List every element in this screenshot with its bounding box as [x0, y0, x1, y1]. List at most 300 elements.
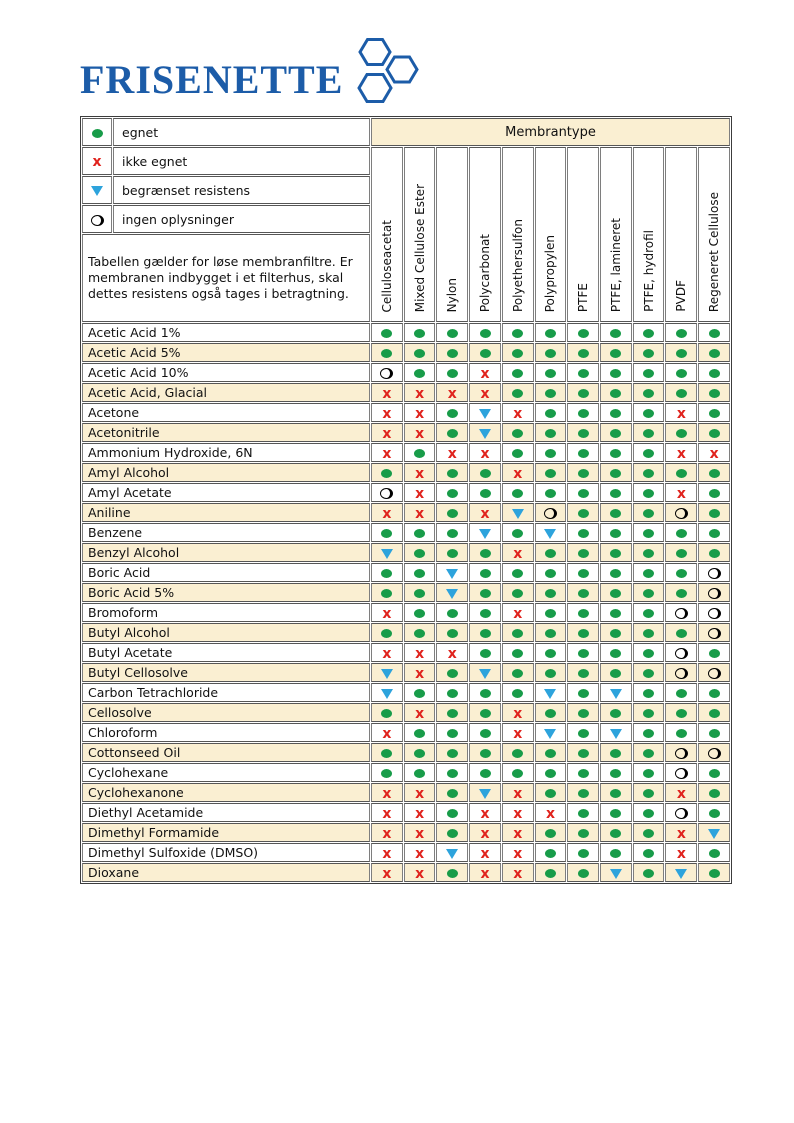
symbol-egnet-dot — [480, 709, 491, 718]
compatibility-cell — [600, 363, 632, 382]
compatibility-cell — [404, 483, 436, 502]
symbol-egnet-dot — [578, 369, 589, 378]
symbol-ikke-egnet-x: x — [513, 845, 523, 862]
column-header-polyethersulfon — [502, 147, 534, 322]
symbol-egnet-dot — [578, 589, 589, 598]
compatibility-cell — [567, 423, 599, 442]
compatibility-cell — [633, 623, 665, 642]
symbol-egnet-dot — [610, 829, 621, 838]
symbol-egnet-dot — [480, 469, 491, 478]
compatibility-cell — [502, 543, 534, 562]
compatibility-cell — [567, 663, 599, 682]
compatibility-cell — [665, 483, 697, 502]
compatibility-cell — [502, 503, 534, 522]
compatibility-cell — [436, 483, 468, 502]
column-header-label: Polycarbonat — [478, 233, 493, 312]
legend-label: ingen oplysninger — [113, 205, 370, 233]
symbol-egnet-dot — [643, 649, 654, 658]
compatibility-cell — [469, 503, 501, 522]
symbol-egnet-dot — [480, 489, 491, 498]
symbol-egnet-dot — [709, 549, 720, 558]
compatibility-cell — [600, 543, 632, 562]
compatibility-cell — [371, 723, 403, 742]
symbol-egnet-dot — [643, 389, 654, 398]
column-header-polycarbonat — [469, 147, 501, 322]
symbol-ikke-egnet-x: x — [415, 845, 425, 862]
symbol-egnet-dot — [709, 869, 720, 878]
compatibility-cell — [698, 743, 730, 762]
compatibility-cell — [535, 803, 567, 822]
compatibility-cell — [535, 323, 567, 342]
compatibility-cell — [371, 743, 403, 762]
legend-label: begrænset resistens — [113, 176, 370, 204]
compatibility-cell — [436, 723, 468, 742]
compatibility-cell — [698, 683, 730, 702]
chemical-name-cell: Acetone — [82, 403, 370, 422]
symbol-egnet-dot — [709, 389, 720, 398]
compatibility-cell — [633, 783, 665, 802]
compatibility-cell — [436, 403, 468, 422]
table-row — [82, 643, 730, 662]
compatibility-cell — [371, 803, 403, 822]
compatibility-cell — [502, 663, 534, 682]
compatibility-cell — [567, 703, 599, 722]
symbol-ikke-egnet-x: x — [676, 785, 686, 802]
symbol-egnet-dot — [480, 349, 491, 358]
compatibility-cell — [567, 443, 599, 462]
compatibility-cell — [502, 643, 534, 662]
symbol-egnet-dot — [676, 529, 687, 538]
chemical-name-cell: Butyl Cellosolve — [82, 663, 370, 682]
compatibility-cell — [404, 703, 436, 722]
compatibility-cell — [371, 483, 403, 502]
compatibility-cell — [469, 543, 501, 562]
column-header-ptfe — [567, 147, 599, 322]
compatibility-cell — [535, 783, 567, 802]
symbol-egnet-dot — [414, 369, 425, 378]
compatibility-cell — [665, 363, 697, 382]
compatibility-cell — [567, 603, 599, 622]
table-row — [82, 763, 730, 782]
compatibility-cell — [469, 643, 501, 662]
compatibility-cell — [600, 743, 632, 762]
column-header-label: PTFE, hydrofil — [641, 230, 656, 312]
compatibility-cell — [665, 543, 697, 562]
compatibility-cell — [665, 663, 697, 682]
compatibility-cell — [371, 343, 403, 362]
symbol-ingen-oplysninger-circle-icon — [675, 768, 688, 779]
compatibility-cell — [665, 623, 697, 642]
compatibility-cell — [535, 383, 567, 402]
symbol-ikke-egnet-x: x — [382, 505, 392, 522]
symbol-ikke-egnet-x: x — [382, 725, 392, 742]
column-header-label: Nylon — [445, 277, 460, 312]
compatibility-cell — [535, 583, 567, 602]
column-header-ptfe-lamineret — [600, 147, 632, 322]
compatibility-cell — [404, 343, 436, 362]
compatibility-cell — [633, 743, 665, 762]
compatibility-cell — [371, 863, 403, 882]
symbol-egnet-dot — [512, 629, 523, 638]
legend-label: egnet — [113, 118, 370, 146]
symbol-egnet-dot — [578, 469, 589, 478]
compatibility-cell — [633, 463, 665, 482]
symbol-egnet-dot — [545, 829, 556, 838]
compatibility-cell — [698, 403, 730, 422]
compatibility-cell — [698, 343, 730, 362]
table-row — [82, 783, 730, 802]
symbol-egnet-dot — [709, 849, 720, 858]
compatibility-cell — [633, 663, 665, 682]
symbol-begraenset-resistens-triangle-icon — [479, 669, 491, 679]
symbol-egnet-dot — [643, 549, 654, 558]
symbol-egnet-dot — [414, 329, 425, 338]
compatibility-cell — [535, 483, 567, 502]
symbol-ikke-egnet-x: x — [676, 485, 686, 502]
table-row — [82, 483, 730, 502]
compatibility-cell — [502, 743, 534, 762]
compatibility-cell — [665, 843, 697, 862]
compatibility-cell — [404, 583, 436, 602]
compatibility-cell — [665, 563, 697, 582]
symbol-egnet-dot — [578, 329, 589, 338]
symbol-egnet-dot — [643, 689, 654, 698]
table-row — [82, 323, 730, 342]
column-header-mixed-cellulose-ester — [404, 147, 436, 322]
symbol-egnet-dot — [610, 649, 621, 658]
symbol-egnet-dot — [545, 869, 556, 878]
compatibility-cell — [469, 683, 501, 702]
compatibility-cell — [600, 683, 632, 702]
compatibility-cell — [469, 403, 501, 422]
compatibility-cell — [404, 363, 436, 382]
symbol-egnet-dot — [676, 589, 687, 598]
compatibility-cell — [698, 863, 730, 882]
compatibility-cell — [665, 783, 697, 802]
compatibility-cell — [404, 423, 436, 442]
chemical-name-cell: Acetic Acid, Glacial — [82, 383, 370, 402]
compatibility-cell — [567, 743, 599, 762]
compatibility-cell — [502, 803, 534, 822]
compatibility-cell — [665, 683, 697, 702]
compatibility-cell — [633, 583, 665, 602]
symbol-egnet-dot — [578, 689, 589, 698]
compatibility-cell — [404, 823, 436, 842]
compatibility-cell — [633, 703, 665, 722]
compatibility-cell — [600, 763, 632, 782]
compatibility-cell — [371, 423, 403, 442]
compatibility-cell — [535, 523, 567, 542]
compatibility-cell — [600, 803, 632, 822]
symbol-egnet-dot — [414, 549, 425, 558]
compatibility-cell — [371, 843, 403, 862]
symbol-egnet-dot — [512, 529, 523, 538]
compatibility-cell — [698, 543, 730, 562]
compatibility-table-wrap — [80, 116, 732, 884]
symbol-egnet-dot — [610, 629, 621, 638]
symbol-egnet-dot — [610, 569, 621, 578]
column-header-ptfe-hydrofil — [633, 147, 665, 322]
compatibility-cell — [502, 783, 534, 802]
symbol-egnet-dot — [414, 589, 425, 598]
compatibility-cell — [633, 863, 665, 882]
symbol-ikke-egnet-x: x — [415, 805, 425, 822]
symbol-egnet-dot — [545, 389, 556, 398]
symbol-ikke-egnet-x: x — [382, 445, 392, 462]
chemical-name-cell: Chloroform — [82, 723, 370, 742]
chemical-name-cell: Cyclohexane — [82, 763, 370, 782]
compatibility-cell — [404, 383, 436, 402]
chemical-name-cell: Diethyl Acetamide — [82, 803, 370, 822]
column-header-celluloseacetat — [371, 147, 403, 322]
compatibility-cell — [665, 703, 697, 722]
symbol-egnet-dot — [709, 469, 720, 478]
symbol-egnet-dot — [447, 469, 458, 478]
compatibility-cell — [698, 423, 730, 442]
compatibility-cell — [436, 843, 468, 862]
symbol-egnet-dot — [578, 789, 589, 798]
compatibility-cell — [404, 443, 436, 462]
compatibility-cell — [535, 763, 567, 782]
symbol-ikke-egnet-x: x — [480, 365, 490, 382]
symbol-egnet-dot — [578, 709, 589, 718]
compatibility-cell — [502, 823, 534, 842]
chemical-name-cell: Amyl Acetate — [82, 483, 370, 502]
compatibility-cell — [502, 723, 534, 742]
compatibility-cell — [633, 823, 665, 842]
compatibility-cell — [436, 463, 468, 482]
compatibility-cell — [698, 503, 730, 522]
symbol-egnet-dot — [643, 569, 654, 578]
column-header-label: Polyethersulfon — [510, 219, 525, 312]
symbol-ingen-oplysninger-circle-icon — [675, 748, 688, 759]
compatibility-cell — [404, 623, 436, 642]
symbol-egnet-dot — [414, 729, 425, 738]
compatibility-cell — [371, 603, 403, 622]
symbol-egnet-dot — [414, 689, 425, 698]
symbol-ikke-egnet-x: x — [415, 645, 425, 662]
symbol-egnet-dot — [545, 489, 556, 498]
symbol-begraenset-resistens-triangle-icon — [708, 829, 720, 839]
symbol-begraenset-resistens-triangle-icon — [446, 569, 458, 579]
symbol-egnet-dot — [381, 329, 392, 338]
symbol-egnet-dot — [709, 529, 720, 538]
symbol-egnet-dot — [610, 449, 621, 458]
symbol-egnet-dot — [610, 389, 621, 398]
symbol-ikke-egnet-x: x — [447, 385, 457, 402]
compatibility-cell — [567, 363, 599, 382]
table-row — [82, 843, 730, 862]
compatibility-cell — [600, 823, 632, 842]
compatibility-cell — [436, 383, 468, 402]
symbol-ingen-oplysninger-circle-icon — [675, 648, 688, 659]
compatibility-cell — [567, 863, 599, 882]
compatibility-cell — [600, 523, 632, 542]
compatibility-cell — [371, 463, 403, 482]
symbol-egnet-dot — [480, 689, 491, 698]
compatibility-cell — [436, 703, 468, 722]
compatibility-cell — [502, 523, 534, 542]
symbol-egnet-dot — [381, 349, 392, 358]
symbol-egnet-dot — [545, 629, 556, 638]
compatibility-cell — [698, 763, 730, 782]
symbol-egnet-dot — [676, 549, 687, 558]
chemical-name-cell: Dimethyl Formamide — [82, 823, 370, 842]
symbol-begraenset-resistens-triangle-icon — [479, 409, 491, 419]
compatibility-cell — [535, 643, 567, 662]
symbol-egnet-dot — [709, 809, 720, 818]
symbol-egnet-dot — [610, 529, 621, 538]
symbol-ikke-egnet-x: x — [382, 785, 392, 802]
table-row — [82, 863, 730, 882]
symbol-egnet-dot — [578, 449, 589, 458]
chemical-name-cell: Carbon Tetrachloride — [82, 683, 370, 702]
compatibility-cell — [371, 623, 403, 642]
symbol-ikke-egnet-x: x — [513, 405, 523, 422]
compatibility-cell — [469, 483, 501, 502]
symbol-egnet-dot — [643, 769, 654, 778]
compatibility-cell — [436, 423, 468, 442]
compatibility-cell — [535, 403, 567, 422]
symbol-egnet-dot — [480, 649, 491, 658]
symbol-egnet-dot — [447, 669, 458, 678]
compatibility-cell — [469, 783, 501, 802]
symbol-ikke-egnet-x: x — [447, 445, 457, 462]
symbol-egnet-dot — [676, 389, 687, 398]
compatibility-cell — [436, 563, 468, 582]
compatibility-cell — [535, 703, 567, 722]
symbol-ikke-egnet-x: x — [513, 605, 523, 622]
table-row — [82, 823, 730, 842]
compatibility-cell — [665, 763, 697, 782]
symbol-egnet-dot — [447, 429, 458, 438]
symbol-egnet-dot — [610, 489, 621, 498]
compatibility-cell — [633, 443, 665, 462]
compatibility-cell — [404, 863, 436, 882]
symbol-egnet-dot — [381, 589, 392, 598]
compatibility-cell — [502, 683, 534, 702]
compatibility-cell — [633, 423, 665, 442]
compatibility-cell — [371, 543, 403, 562]
compatibility-cell — [567, 543, 599, 562]
legend-symbol-cell — [82, 147, 112, 175]
compatibility-cell — [535, 443, 567, 462]
compatibility-cell — [371, 323, 403, 342]
compatibility-cell — [567, 783, 599, 802]
compatibility-cell — [600, 783, 632, 802]
compatibility-cell — [436, 743, 468, 762]
membrantype-header: Membrantype — [371, 118, 730, 146]
compatibility-cell — [469, 343, 501, 362]
compatibility-cell — [436, 663, 468, 682]
compatibility-cell — [665, 723, 697, 742]
symbol-egnet-dot — [643, 369, 654, 378]
compatibility-cell — [698, 783, 730, 802]
compatibility-cell — [371, 823, 403, 842]
symbol-egnet-dot — [643, 509, 654, 518]
symbol-ikke-egnet-x: x — [382, 645, 392, 662]
compatibility-cell — [469, 743, 501, 762]
symbol-ikke-egnet-x: x — [415, 705, 425, 722]
symbol-egnet-dot — [578, 409, 589, 418]
compatibility-cell — [665, 463, 697, 482]
symbol-egnet-dot — [545, 409, 556, 418]
symbol-egnet-dot — [578, 629, 589, 638]
symbol-egnet-dot — [512, 689, 523, 698]
symbol-ikke-egnet-x: x — [676, 825, 686, 842]
compatibility-cell — [567, 503, 599, 522]
compatibility-cell — [371, 403, 403, 422]
compatibility-cell — [436, 823, 468, 842]
compatibility-cell — [698, 703, 730, 722]
table-row — [82, 363, 730, 382]
symbol-egnet-dot — [545, 429, 556, 438]
compatibility-cell — [535, 363, 567, 382]
symbol-egnet-dot — [709, 769, 720, 778]
symbol-ikke-egnet-x: x — [480, 845, 490, 862]
column-header-regeneret-cellulose — [698, 147, 730, 322]
compatibility-cell — [600, 863, 632, 882]
symbol-ikke-egnet-x: x — [382, 405, 392, 422]
symbol-egnet-dot — [578, 769, 589, 778]
compatibility-cell — [502, 583, 534, 602]
table-row — [82, 723, 730, 742]
column-header-pvdf — [665, 147, 697, 322]
compatibility-cell — [469, 423, 501, 442]
symbol-ikke-egnet-x: x — [415, 785, 425, 802]
compatibility-cell — [567, 323, 599, 342]
compatibility-cell — [665, 323, 697, 342]
compatibility-cell — [633, 523, 665, 542]
compatibility-cell — [567, 683, 599, 702]
compatibility-cell — [436, 863, 468, 882]
chemical-name-cell: Benzyl Alcohol — [82, 543, 370, 562]
symbol-ikke-egnet-x: x — [480, 805, 490, 822]
compatibility-cell — [469, 443, 501, 462]
symbol-egnet-dot — [381, 749, 392, 758]
symbol-egnet-dot — [447, 609, 458, 618]
symbol-egnet-dot — [545, 769, 556, 778]
compatibility-cell — [469, 863, 501, 882]
compatibility-cell — [535, 843, 567, 862]
compatibility-cell — [600, 343, 632, 362]
symbol-egnet-dot — [578, 649, 589, 658]
compatibility-cell — [600, 383, 632, 402]
compatibility-cell — [404, 563, 436, 582]
compatibility-cell — [502, 843, 534, 862]
compatibility-cell — [371, 703, 403, 722]
symbol-egnet-dot — [610, 769, 621, 778]
symbol-egnet-dot — [578, 749, 589, 758]
symbol-egnet-dot — [381, 629, 392, 638]
symbol-egnet-dot — [447, 829, 458, 838]
symbol-ikke-egnet-x: x — [513, 465, 523, 482]
compatibility-cell — [436, 503, 468, 522]
compatibility-cell — [665, 443, 697, 462]
compatibility-cell — [698, 663, 730, 682]
compatibility-cell — [567, 643, 599, 662]
symbol-egnet-dot — [447, 749, 458, 758]
compatibility-cell — [436, 583, 468, 602]
compatibility-cell — [600, 323, 632, 342]
compatibility-cell — [469, 383, 501, 402]
symbol-egnet-dot — [578, 669, 589, 678]
compatibility-cell — [502, 483, 534, 502]
symbol-egnet-dot — [578, 809, 589, 818]
symbol-ingen-oplysninger-circle-icon — [675, 608, 688, 619]
symbol-egnet-dot — [643, 609, 654, 618]
symbol-egnet-dot — [610, 849, 621, 858]
